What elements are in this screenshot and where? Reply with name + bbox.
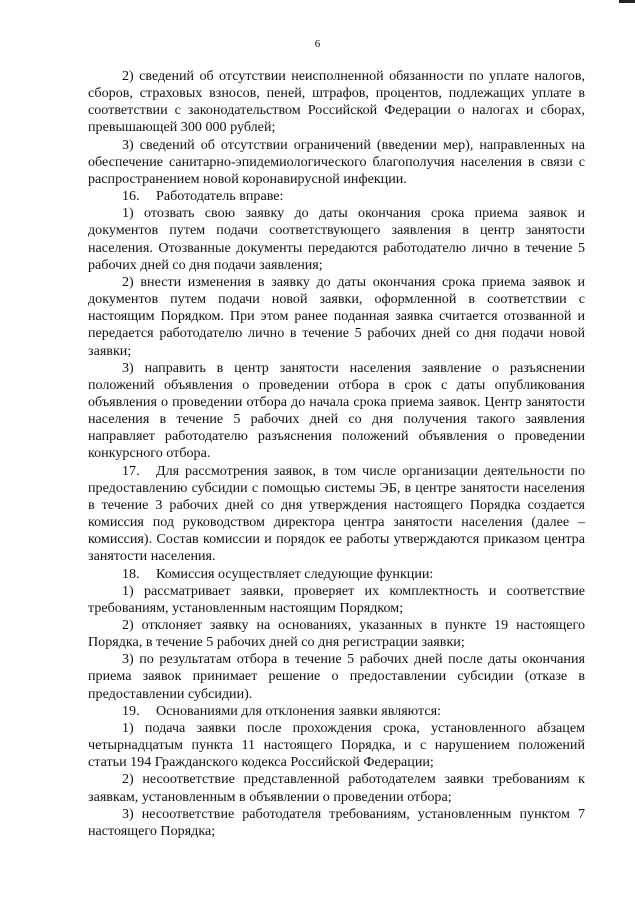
paragraph (88, 205, 585, 274)
paragraph (88, 360, 585, 463)
paragraph-text: 1) рассматривает заявки, проверяет их комплектность и соответствие требованиям, установленным настоящим Порядком; (88, 582, 585, 616)
paragraph-text: 1) отозвать свою заявку до даты окончания срока приема заявок и документов путем подачи соответствующего заявления в центр занятости населения. Отозванные документы передаются работодателю лично в течение 5 рабочих дней со дня подачи заявления; (88, 205, 585, 273)
page-number: 6 (314, 38, 321, 50)
paragraph (88, 720, 585, 771)
paragraph (88, 617, 585, 651)
clause-number: 18. (122, 565, 140, 582)
paragraph-text: 3) по результатам отбора в течение 5 рабочих дней после даты окончания приема заявок принимает решение о предоставлении субсидии (отказе в предоставлении субсидии). (88, 651, 585, 702)
paragraph (88, 583, 585, 617)
paragraph-text: 2) отклоняет заявку на основаниях, указанных в пункте 19 настоящего Порядка, в течение 5 рабочих дней со дня регистрации заявки; (88, 617, 585, 651)
paragraph-text: 2) несоответствие представленной работодателем заявки требованиям к заявкам, установленным в объявлении о проведении отбора; (88, 771, 585, 805)
clause-text: Работодатель вправе: (156, 188, 284, 205)
scan-corner-mark (619, 0, 635, 3)
numbered-clause-17 (88, 463, 585, 566)
numbered-clause-19 (88, 703, 585, 720)
numbered-clause-18 (88, 566, 585, 583)
numbered-clause-16 (88, 188, 585, 205)
paragraph-text: 3) направить в центр занятости населения заявление о разъяснении положений объявления о проведении отбора в срок с даты опубликования объявления о проведении отбора до начала срока приема заявок. Центр занятости населения в течение 5 рабочих дней со дня получения такого заявления направляет работодателю разъяснения положений объявления о проведении конкурсного отбора. (88, 359, 585, 462)
clause-number: 16. (122, 188, 140, 205)
document-body (88, 68, 585, 840)
paragraph (88, 771, 585, 805)
paragraph-text: 3) несоответствие работодателя требованиям, установленным пунктом 7 настоящего Порядка; (88, 805, 585, 839)
clause-text: Для рассмотрения заявок, в том числе организации деятельности по предоставлению субсидии с помощью системы ЭБ, в центре занятости населения в течение 3 рабочих дней со дня утверждения настоящего Порядка создается комиссия под руководством директора центра занятости населения (далее – комиссия). Состав комиссии и порядок ее работы утверждаются приказом центра занятости населения. (88, 462, 585, 565)
paragraph (88, 651, 585, 702)
paragraph-text: 2) сведений об отсутствии неисполненной обязанности по уплате налогов, сборов, страховых взносов, пеней, штрафов, процентов, подлежащих уплате в соответствии с законодательством Российской Федерации о налогах и сборах, превышающей 300 000 рублей; (88, 68, 585, 136)
paragraph-text: 2) внести изменения в заявку до даты окончания срока приема заявок и документов путем подачи новой заявки, оформленной в соответствии с настоящим Порядком. При этом ранее поданная заявка считается отозванной и передается работодателю лично в течение 5 рабочих дней со дня подачи новой заявки; (88, 273, 585, 359)
paragraph-text: 1) подача заявки после прохождения срока, установленного абзацем четырнадцатым пункта 11 настоящего Порядка, и с нарушением положений статьи 194 Гражданского кодекса Российской Федерации; (88, 719, 585, 771)
paragraph (88, 806, 585, 840)
clause-text: Комиссия осуществляет следующие функции: (156, 565, 434, 582)
paragraph (88, 137, 585, 188)
clause-text: Основаниями для отклонения заявки являются: (156, 702, 442, 719)
clause-number: 19. (122, 702, 140, 719)
clause-number: 17. (122, 462, 140, 479)
paragraph-text: 3) сведений об отсутствии ограничений (введении мер), направленных на обеспечение санитарно-эпидемиологического благополучия населения в связи с распространением новой коронавирусной инфекции. (88, 136, 585, 187)
paragraph (88, 274, 585, 360)
paragraph (88, 68, 585, 137)
